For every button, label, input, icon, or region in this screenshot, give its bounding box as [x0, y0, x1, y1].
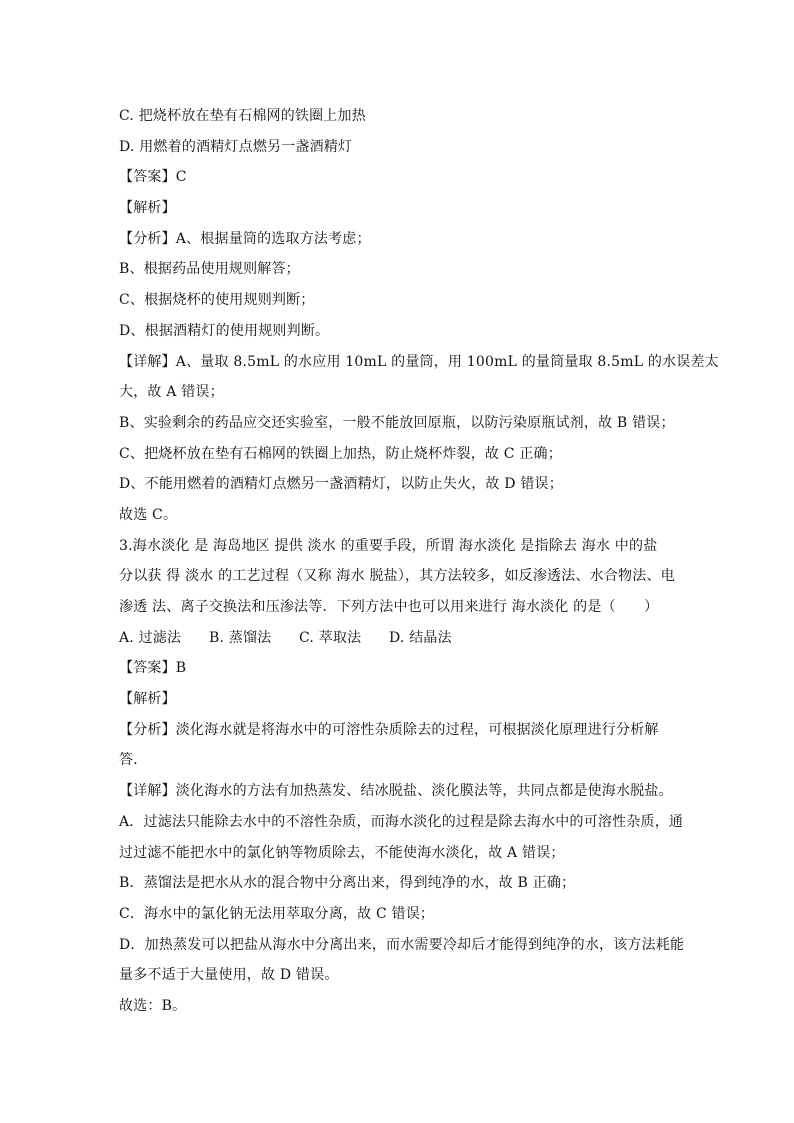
- q2-detail-a-line1: 【详解】A、量取 8.5mL 的水应用 10mL 的量筒，用 100mL 的量筒量取 8.5mL 的水误差太: [119, 353, 719, 370]
- q2-answer: 【答案】C: [119, 169, 187, 186]
- q3-option-c: C. 萃取法: [299, 629, 362, 646]
- q3-option-d: D. 结晶法: [389, 629, 452, 646]
- q3-option-b: B. 蒸馏法: [209, 629, 272, 646]
- q3-answer: 【答案】B: [119, 660, 187, 677]
- q3-detail-a-line1: A．过滤法只能除去水中的不溶性杂质，而海水淡化的过程是除去海水中的可溶性杂质，通: [119, 813, 684, 830]
- document-page: [119, 101, 719, 1022]
- q3-stem-line3: 渗透 法、离子交换法和压渗法等．下列方法中也可以用来进行 海水淡化 的是（ ）: [119, 599, 659, 615]
- q3-analysis-header: 【解析】: [119, 691, 176, 708]
- q2-detail-d: D、不能用燃着的酒精灯点燃另一盏酒精灯，以防止失火，故 D 错误；: [119, 476, 563, 493]
- q3-fenxi-line2: 答．: [119, 752, 148, 769]
- q3-option-a: A. 过滤法: [119, 629, 182, 646]
- q2-fenxi-b: B、根据药品使用规则解答；: [119, 261, 300, 278]
- q3-detail-d-line2: 量多不适于大量使用，故 D 错误。: [119, 967, 339, 984]
- q3-detail-c: C．海水中的氯化钠无法用萃取分离，故 C 错误；: [119, 905, 435, 922]
- q2-conclusion: 故选 C。: [119, 506, 178, 523]
- q3-stem-line2: 分以获 得 淡水 的工艺过程（又称 海水 脱盐），其方法较多，如反渗透法、水合物法、电: [119, 568, 675, 585]
- q2-analysis-header: 【解析】: [119, 200, 176, 217]
- q3-fenxi-line1: 【分析】淡化海水就是将海水中的可溶性杂质除去的过程，可根据淡化原理进行分析解: [119, 721, 659, 738]
- q2-fenxi: 【分析】A、根据量筒的选取方法考虑；: [119, 230, 371, 247]
- q3-conclusion: 故选：B。: [119, 997, 187, 1014]
- q3-stem-line1: 3.海水淡化 是 海岛地区 提供 淡水 的重要手段，所谓 海水淡化 是指除去 海水 中的盐: [119, 537, 658, 554]
- q3-detail-line1: 【详解】淡化海水的方法有加热蒸发、结冰脱盐、淡化膜法等，共同点都是使海水脱盐。: [119, 783, 673, 800]
- q2-fenxi-d: D、根据酒精灯的使用规则判断。: [119, 322, 330, 339]
- q2-option-d: D. 用燃着的酒精灯点燃另一盏酒精灯: [119, 138, 353, 155]
- q2-detail-a-line2: 大，故 A 错误；: [119, 384, 224, 401]
- q2-fenxi-c: C、根据烧杯的使用规则判断；: [119, 292, 315, 309]
- q2-option-c: C. 把烧杯放在垫有石棉网的铁圈上加热: [119, 108, 366, 124]
- q3-detail-a-line2: 过过滤不能把水中的氯化钠等物质除去，不能使海水淡化，故 A 错误；: [119, 844, 565, 861]
- q3-options: [119, 623, 679, 654]
- q3-detail-d-line1: D．加热蒸发可以把盐从海水中分离出来，而水需要冷却后才能得到纯净的水，该方法耗能: [119, 936, 685, 953]
- q3-detail-b: B．蒸馏法是把水从水的混合物中分离出来，得到纯净的水，故 B 正确；: [119, 875, 576, 892]
- q2-detail-b: B、实验剩余的药品应交还实验室，一般不能放回原瓶，以防污染原瓶试剂，故 B 错误；: [119, 414, 675, 431]
- q2-detail-c: C、把烧杯放在垫有石棉网的铁圈上加热，防止烧杯炸裂，故 C 正确；: [119, 445, 562, 462]
